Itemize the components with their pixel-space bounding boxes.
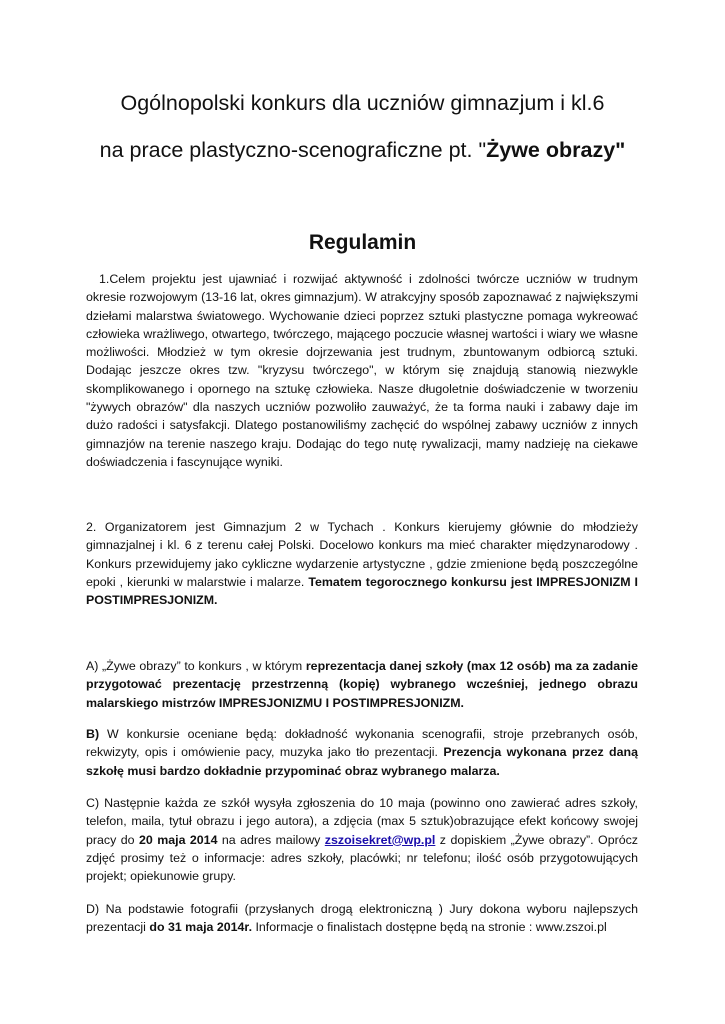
email-link[interactable]: zszoisekret@wp.pl: [324, 832, 436, 847]
regulamin-heading: Regulamin: [308, 231, 417, 254]
paragraph-a-bold: reprezentacja danej szkoły (max 12 osób) ma za zadanie przygotować prezentację przestrzenną (kopię) wybranego wcześniej, jednego obrazu malarskiego mistrzów IMPRESJONIZMU I POSTIMPRESJONIZM.: [86, 659, 638, 710]
paragraph-2: [86, 518, 638, 609]
paragraph-b: [86, 725, 638, 780]
paragraph-d-text-2: Informacje o finalistach dostępne będą na stronie : www.zszoi.pl: [252, 920, 607, 935]
paragraph-a: [86, 657, 638, 712]
paragraph-2-theme: Tematem tegorocznego konkursu jest IMPRESJONIZM I POSTIMPRESJONIZM.: [86, 574, 638, 608]
paragraph-c-text-1: C) Następnie każda ze szkół wysyła zgłoszenia do 10 maja (powinno ono zawierać adres szkoły, telefon, maila, tytuł obrazu i jego autora), a zdjęcia (max 5 sztuk)obrazujące efekt końcowy swojej pracy do: [86, 796, 638, 847]
paragraph-d: [86, 900, 638, 937]
paragraph-c-text-2: na adres mailowy: [217, 832, 325, 847]
paragraph-2-text: 2. Organizatorem jest Gimnazjum 2 w Tychach . Konkurs kierujemy głównie do młodzieży gimnazjalnej i kl. 6 z terenu całej Polski. Docelowo konkurs ma mieć charakter międzynarodowy . Konkurs przewidujemy jako cykliczne wydarzenie artystyczne , gdzie zmienione będą poszczególne epoki , kierunki w malarstwie i malarze.: [86, 520, 638, 589]
paragraph-c-text-3: z dopiskiem „Żywe obrazy”. Oprócz zdjęć prosimy też o informacje: adres szkoły, placówki; nr telefonu; ilość osób przygotowujących projekt; opiekunowie grupy.: [86, 832, 638, 884]
paragraph-d-text-1: D) Na podstawie fotografii (przysłanych drogą elektroniczną ) Jury dokona wyboru najlepszych prezentacji: [86, 902, 638, 935]
paragraph-d-date: do 31 maja 2014r.: [149, 920, 253, 935]
paragraph-c-date: 20 maja 2014: [138, 832, 218, 847]
title-line-1: Ogólnopolski konkurs dla uczniów gimnazjum i kl.6: [120, 91, 605, 115]
paragraph-b-bold: Prezencja wykonana przez daną szkołę musi bardzo dokładnie przypominać obraz wybranego malarza.: [86, 745, 638, 778]
paragraph-b-text: W konkursie oceniane będą: dokładność wykonania scenografii, stroje przebranych osób, rekwizyty, opis i omówienie pacy, muzyka jako tło prezentacji.: [86, 727, 638, 760]
paragraph-a-text: A) „Żywe obrazy” to konkurs , w którym: [86, 659, 306, 673]
title-line-2: [40, 136, 685, 164]
paragraph-1: 1.Celem projektu jest ujawniać i rozwijać aktywność i zdolności twórcze uczniów w trudnym okresie rozwojowym (13-16 lat, okres gimnazjum). W atrakcyjny sposób zapoznawać z największymi dziełami malarstwa światowego. Wychowanie dzieci poprzez sztuki plastyczne pomaga wykreować człowieka wrażliwego, otwartego, twórczego, mającego poczucie własnej wartości i wiary we własne możliwości. Młodzież w tym okresie dojrzewania jest trudnym, zbuntowanym odbiorcą sztuki. Dodając jeszcze okres tzw. "kryzysu twórczego", w którym się znajdują stanowią niezwykle skomplikowanego i opornego na sztukę człowieka. Nasze długoletnie doświadczenie w tworzeniu "żywych obrazów" dla naszych uczniów pozwoliło zauważyć, że ta forma nauki i zabawy daje im dużo radości i satysfakcji. Dlatego postanowiliśmy zachęcić do wspólnej zabawy uczniów z innych gimnazjów na terenie naszego kraju. Dodając do tego nutę rywalizacji, mamy nadzieję na ciekawe doświadczenia i fascynujące wyniki.: [86, 272, 638, 469]
title-line-2-bold: Żywe obrazy": [486, 138, 626, 162]
paragraph-b-label: B): [86, 727, 100, 741]
title-line-2-text: na prace plastyczno-scenograficzne pt. ": [99, 138, 487, 162]
paragraph-c: [86, 794, 638, 885]
